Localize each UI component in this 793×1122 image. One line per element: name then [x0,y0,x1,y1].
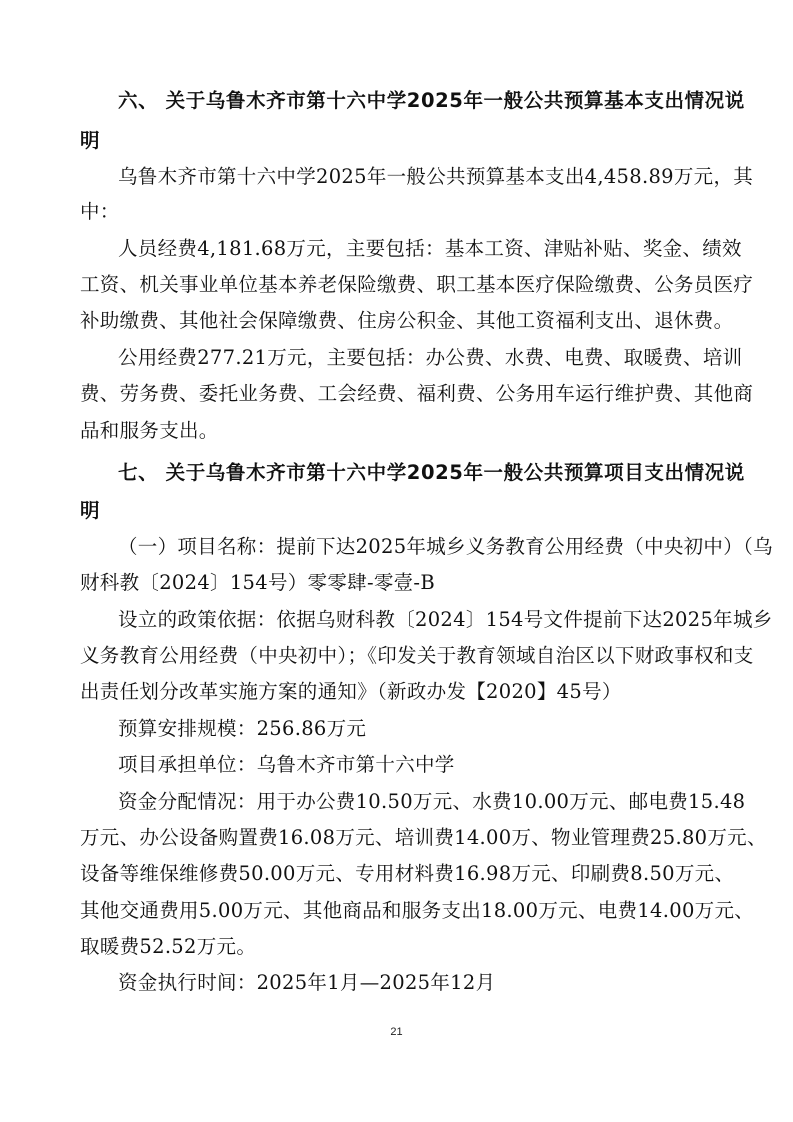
paragraph: 品和服务支出。 [80,419,219,442]
paragraph: 公用经费277.21万元，主要包括：办公费、水费、电费、取暖费、培训 [118,346,743,369]
section-6-heading: 六、 关于乌鲁木齐市第十六中学2025年一般公共预算基本支出情况说 [118,89,745,112]
paragraph: 取暖费52.52万元。 [80,935,257,958]
section-7-heading: 七、 关于乌鲁木齐市第十六中学2025年一般公共预算项目支出情况说 [118,461,745,484]
paragraph: 其他交通费用5.00万元、其他商品和服务支出18.00万元、电费14.00万元、 [80,899,755,922]
paragraph: 人员经费4,181.68万元，主要包括：基本工资、津贴补贴、奖金、绩效 [118,237,742,260]
paragraph: （一）项目名称：提前下达2025年城乡义务教育公用经费（中央初中）（乌 [118,535,773,558]
section-7-heading-cont: 明 [80,499,101,522]
paragraph: 万元、办公设备购置费16.08万元、培训费14.00万、物业管理费25.80万元、 [80,826,767,849]
paragraph: 资金分配情况：用于办公费10.50万元、水费10.00万元、邮电费15.48 [118,790,746,813]
paragraph: 中： [80,200,120,223]
page-number: 21 [390,1026,403,1038]
paragraph: 项目承担单位：乌鲁木齐市第十六中学 [118,753,455,776]
paragraph: 补助缴费、其他社会保障缴费、住房公积金、其他工资福利支出、退休费。 [80,309,734,332]
paragraph: 义务教育公用经费（中央初中）；《印发关于教育领域自治区以下财政事权和支 [80,644,754,667]
paragraph: 费、劳务费、委托业务费、工会经费、福利费、公务用车运行维护费、其他商 [80,382,754,405]
paragraph: 设立的政策依据：依据乌财科教〔2024〕154号文件提前下达2025年城乡 [118,608,773,631]
paragraph: 工资、机关事业单位基本养老保险缴费、职工基本医疗保险缴费、公务员医疗 [80,273,754,296]
paragraph: 乌鲁木齐市第十六中学2025年一般公共预算基本支出4,458.89万元，其 [118,165,754,188]
paragraph: 财科教〔2024〕154号）零零肆-零壹-B [80,571,435,594]
paragraph: 设备等维保维修费50.00万元、专用材料费16.98万元、印刷费8.50万元、 [80,862,735,885]
paragraph: 预算安排规模：256.86万元 [118,717,367,740]
section-6-heading-cont: 明 [80,129,101,152]
paragraph: 资金执行时间：2025年1月—2025年12月 [118,971,496,994]
paragraph: 出责任划分改革实施方案的通知》（新政办发【2020】45号） [80,680,622,703]
